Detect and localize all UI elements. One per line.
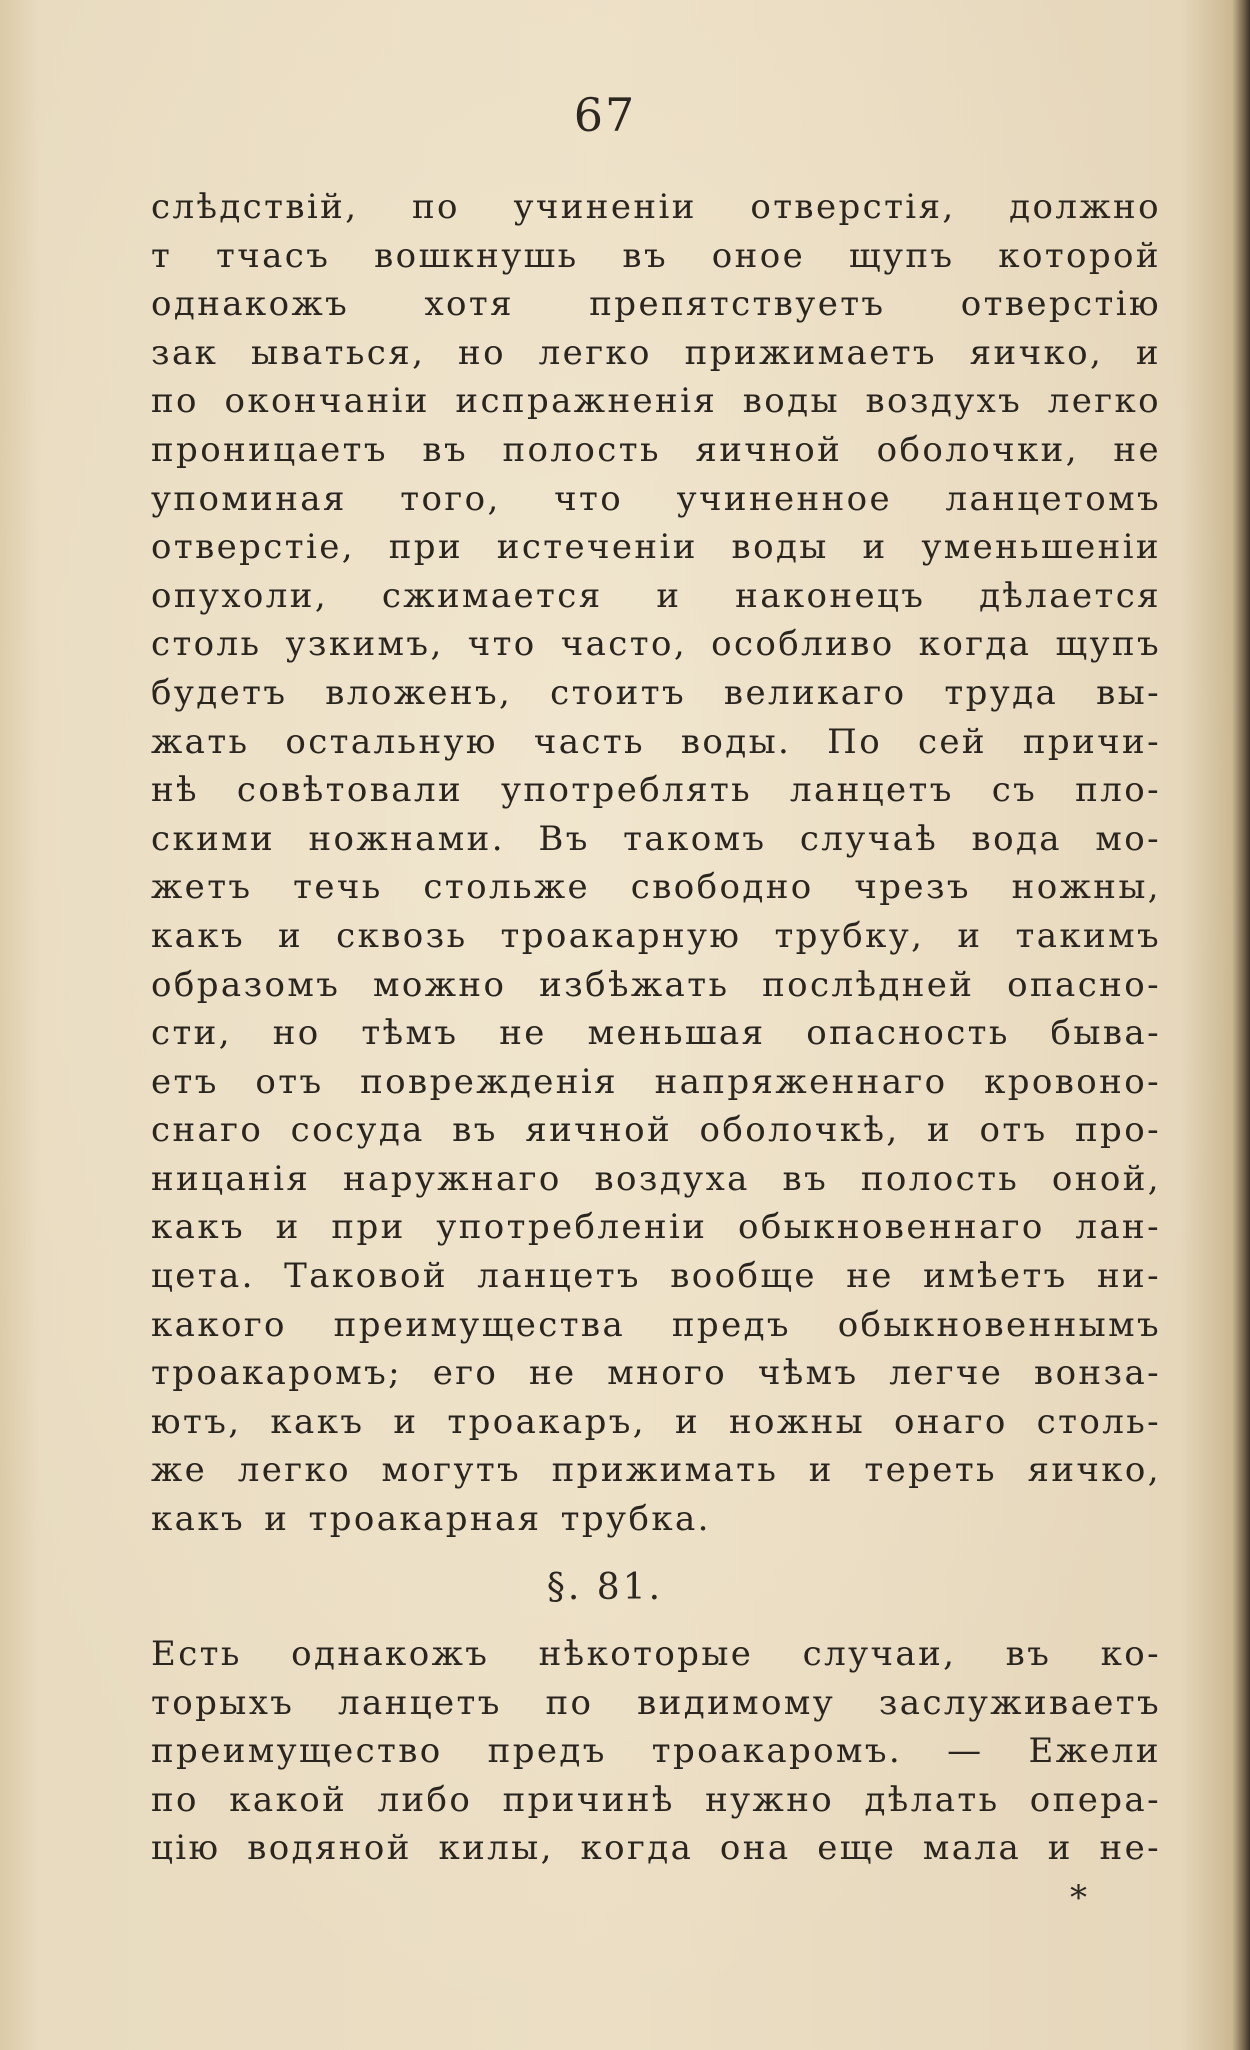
paragraph-2 (151, 1630, 1161, 1873)
text-line: троакаромъ; его не много чѣмъ легче вонза- (151, 1353, 1161, 1394)
text-line: ютъ, какъ и троакаръ, и ножны онаго столь- (151, 1401, 1161, 1442)
section-heading: §. 81. (546, 1567, 664, 1608)
text-line: слѣдствій, по учиненіи отверстія, должно (151, 187, 1161, 227)
text-line: однакожъ хотя препятствуетъ отверстію (151, 284, 1161, 325)
text-line: по какой либо причинѣ нужно дѣлать опера- (151, 1779, 1161, 1820)
text-line: снаго сосуда въ яичной оболочкѣ, и отъ про- (151, 1110, 1161, 1151)
signature-mark: * (1070, 1878, 1087, 1918)
paragraph-1 (151, 183, 1161, 1544)
text-line: торыхъ ланцетъ по видимому заслуживаетъ (151, 1682, 1161, 1723)
text-line: образомъ можно избѣжать послѣдней опасно- (151, 964, 1161, 1005)
text-line: нѣ совѣтовали употреблять ланцетъ съ пло- (151, 770, 1161, 811)
text-line: жетъ течь стольже свободно чрезъ ножны, (151, 867, 1161, 908)
text-line: опухоли, сжимается и наконецъ дѣлается (151, 575, 1161, 616)
text-line: скими ножнами. Въ такомъ случаѣ вода мо- (151, 818, 1161, 859)
text-line: сти, но тѣмъ не меньшая опасность быва- (151, 1013, 1161, 1054)
text-line: какъ и при употребленіи обыкновеннаго лан- (151, 1207, 1161, 1248)
text-line: етъ отъ поврежденія напряженнаго кровоно- (151, 1061, 1161, 1102)
text-line: ницанія наружнаго воздуха въ полость оной, (151, 1158, 1161, 1199)
text-line: какъ и троакарная трубка. (151, 1499, 711, 1540)
text-line: цію водяной килы, когда она еще мала и не- (151, 1828, 1161, 1869)
text-line: проницаетъ въ полость яичной оболочки, не (151, 429, 1161, 470)
page-number: 67 (573, 88, 637, 142)
text-line: по окончаніи испражненія воды воздухъ легко (151, 381, 1161, 422)
text-line: же легко могутъ прижимать и тереть яичко, (151, 1450, 1161, 1491)
text-line: т тчасъ вошкнушь въ оное щупъ которой (151, 235, 1161, 276)
text-line: упоминая того, что учиненное ланцетомъ (151, 478, 1161, 519)
text-line: преимущество предъ троакаромъ. — Ежели (151, 1731, 1161, 1772)
text-line: жать остальную часть воды. По сей причи- (151, 721, 1161, 762)
text-line: отверстіе, при истеченіи воды и уменьшеніи (151, 527, 1161, 568)
text-line: какого преимущества предъ обыкновеннымъ (151, 1304, 1161, 1345)
text-line: Есть однакожъ нѣкоторые случаи, въ ко- (151, 1634, 1161, 1674)
text-line: зак ываться, но легко прижимаетъ яичко, и (151, 332, 1161, 373)
text-line: цета. Таковой ланцетъ вообще не имѣетъ ни- (151, 1256, 1161, 1297)
text-line: будетъ вложенъ, стоитъ великаго труда вы- (151, 672, 1161, 713)
text-line: столь узкимъ, что часто, особливо когда щупъ (151, 624, 1161, 665)
text-line: какъ и сквозь троакарную трубку, и такимъ (151, 915, 1161, 956)
